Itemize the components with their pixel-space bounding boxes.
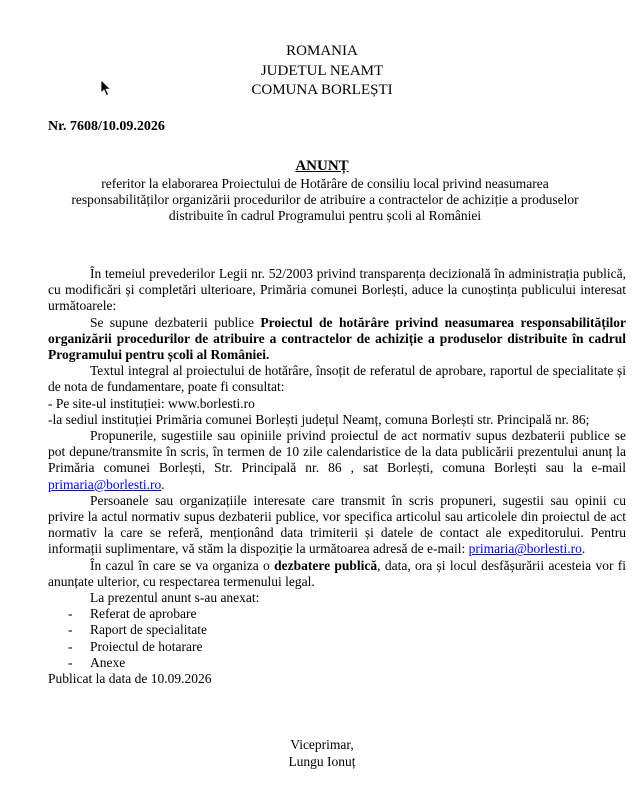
paragraph-public-debate-lead: Se supune dezbaterii publice bbox=[90, 314, 261, 330]
header-commune: COMUNA BORLEȘTI bbox=[251, 82, 393, 98]
email-link-2[interactable]: primaria@borlesti.ro bbox=[468, 541, 582, 557]
paragraph-consultation: Textul integral al proiectului de hotărâre, însoțit de referatul de aprobare, raportul de specialitate și de nota de fundamentare, poate fi consultat: bbox=[48, 363, 626, 395]
annex-dash: - bbox=[68, 622, 73, 638]
paragraph-annex-intro: La prezentul anunt s-au anexat: bbox=[90, 590, 260, 606]
paragraph-proposals-end: . bbox=[161, 476, 165, 492]
document-number: Nr. 7608/10.09.2026 bbox=[48, 119, 165, 134]
header-county: JUDETUL NEAMT bbox=[260, 63, 384, 79]
header-country: ROMANIA bbox=[286, 43, 358, 59]
paragraph-headquarters: -la sediul instituției Primăria comunei Borlești județul Neamț, comuna Borlești str. Principală nr. 86; bbox=[48, 411, 590, 427]
paragraph-debate-end: , data, ora și locul desfășurării acesteia vor fi anunțate ulterior, cu respectarea termenului legal. bbox=[48, 557, 627, 589]
annex-item-label: Proiectul de hotarare bbox=[90, 638, 203, 654]
annex-dash: - bbox=[68, 606, 73, 622]
annex-item-label: Referat de aprobare bbox=[90, 606, 197, 622]
paragraph-debate-organized bbox=[48, 558, 626, 590]
annex-item bbox=[48, 622, 626, 638]
paragraph-public-debate bbox=[48, 315, 626, 364]
mouse-cursor-icon bbox=[100, 79, 112, 97]
paragraph-persons bbox=[48, 493, 626, 558]
signature-block bbox=[0, 736, 644, 770]
paragraph-persons-end: . bbox=[581, 541, 586, 557]
annex-dash: - bbox=[68, 638, 73, 654]
paragraph-proposals bbox=[48, 428, 626, 493]
document-body bbox=[48, 266, 626, 687]
publication-date: Publicat la data de 10.09.2026 bbox=[48, 671, 212, 687]
email-link[interactable]: primaria@borlesti.ro bbox=[48, 476, 162, 492]
annex-item-label: Raport de specialitate bbox=[90, 622, 207, 638]
document-subtitle: referitor la elaborarea Proiectului de Hotărâre de consiliu local privind neasumarea responsabilităților organizării procedurilor de atribuire a contractelor de achiziție a produselor distribuite în cadrul Programului pentru școli al României bbox=[71, 176, 579, 223]
annex-item bbox=[48, 655, 626, 671]
paragraph-persons-text: Persoanele sau organizațiile interesate care transmit în scris propuneri, sugestii sau opinii cu privire la actul normativ supus dezbaterii publice, vor specifica articolul sau articolele din proiectul de act normativ la care se referă, menționând data trimiterii și datele de contact ale expeditorului. Pentru informații suplimentare, vă stăm la dispoziție la următoarea adresă de e-mail: bbox=[48, 492, 626, 557]
signature-name: Lungu Ionuț bbox=[288, 754, 356, 769]
paragraph-website: - Pe site-ul instituției: www.borlesti.ro bbox=[48, 395, 255, 411]
paragraph-debate-lead: În cazul în care se va organiza o bbox=[90, 557, 275, 573]
paragraph-debate-bold: dezbatere publică bbox=[274, 557, 378, 573]
annex-item bbox=[48, 639, 626, 655]
annex-item bbox=[48, 606, 626, 622]
paragraph-legal-basis: În temeiul prevederilor Legii nr. 52/2003 privind transparența decizională în administrația publică, cu modificări și completări ulterioare, Primăria comunei Borlești, aduce la cunoștința publicului interesat următoarele: bbox=[48, 266, 626, 314]
annex-dash: - bbox=[68, 654, 73, 670]
document-title: ANUNȚ bbox=[295, 158, 349, 174]
paragraph-public-debate-project: Proiectul de hotărâre privind neasumarea responsabilităților organizării procedurilor de atribuire a contractelor de achiziție a produselor distribuite în cadrul Programului pentru școli al României. bbox=[48, 314, 626, 363]
paragraph-proposals-text: Propunerile, sugestiile sau opiniile privind proiectul de act normativ supus dezbaterii publice se pot depune/transmite în scris, în termen de 10 zile calendaristice de la data publicării prezentului anunț la Primăria comunei Borlești, Str. Principală nr. 86 , sat Borlești, comuna Borlești sau la e-mail bbox=[48, 428, 626, 476]
signature-role: Viceprimar, bbox=[290, 737, 354, 752]
annex-list bbox=[48, 606, 626, 671]
annex-item-label: Anexe bbox=[90, 654, 126, 670]
